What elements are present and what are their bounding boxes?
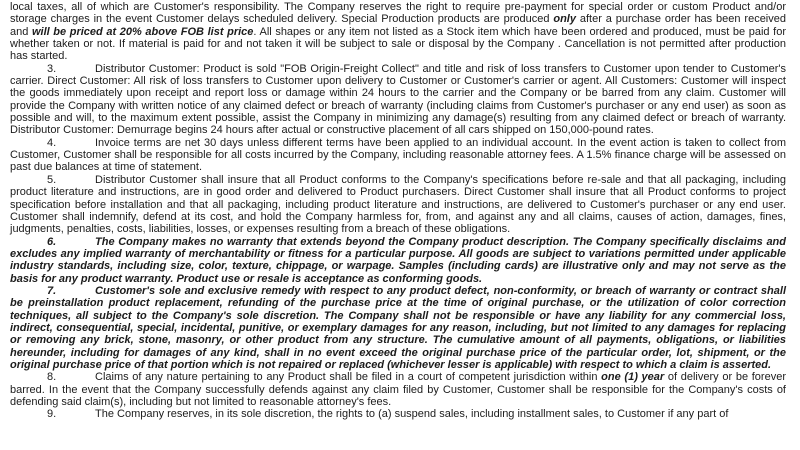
text-run: local taxes, all of which are Customer's responsibility. The Company reserves the right to require pre-payment for special order or custom Product and/or storage charges in the event Customer delays scheduled delivery. Special Production products are produced [10, 1, 786, 26]
text-run: . All shapes or any item not listed as a Stock item which have been ordered and produced, must be paid for whether taken or not. If material is paid for and not taken it will be subject to sale or disposal by the Company . Cancellation is not permitted after production has started. [10, 25, 787, 63]
paragraph [10, 63, 786, 137]
paragraph-number: 3. [47, 62, 57, 75]
paragraph-number: 5. [47, 173, 57, 186]
text-run: Claims of any nature pertaining to any Product shall be filed in a court of competent jurisdiction within [95, 371, 602, 384]
text-run: of delivery or be forever barred. In the event that the Company successfully defends against any claim filed by Customer, Customer shall be responsible for the Company's costs of defending said claim(s), including but not limited to reasonable attorney's fees. [10, 371, 786, 408]
paragraph-number: 4. [47, 136, 57, 149]
paragraph [10, 174, 786, 236]
paragraph [10, 408, 786, 420]
paragraph [10, 137, 786, 174]
text-run: Invoice terms are net 30 days unless different terms have been applied to an individual account. In the event action is taken to collect from Customer, Customer shall be responsible for all costs incurred by the Company, including reasonable attorney fees. A 1.5% finance charge will be assessed on past due balances at time of statement. [10, 136, 786, 174]
paragraph-number: 8. [47, 371, 57, 384]
text-run: Distributor Customer: Product is sold "FOB Origin-Freight Collect" and title and risk of loss transfers to Customer upon tender to Customer's carrier. Direct Customer: All risk of loss transfers to Customer upon delivery to Customer or Customer's carrier or agent. All Customers: Customer will inspect the goods immediately upon receipt and report loss or damage within 24 hours to the carrier and the Company or be barred from any claim. Customer will provide the Company with written notice of any claimed defect or breach of warranty (including claims from Customer's purchaser or any end user) as soon as possible and will, to the maximum extent possible, assist the Company in minimizing any damage(s) resulting from any claimed defect or breach of warranty. Distributor Customer: Demurrage begins 24 hours after actual or constructive placement of all cars shipped on 150,000-pound rates. [10, 62, 786, 137]
paragraph-number: 6. [47, 235, 57, 248]
text-run: The Company makes no warranty that extends beyond the Company product description. The Company specifically disclaims and excludes any implied warranty of merchantability or fitness for a particular purpose. All goods are subject to variations permitted under applicable industry standards, including size, color, texture, chippage, or warpage. Samples (including cards) are illustrative only and may not serve as the basis for any product warranty. Product use or resale is acceptance as conforming goods. [10, 235, 786, 285]
paragraph-number: 7. [47, 284, 57, 297]
text-run: Customer's sole and exclusive remedy with respect to any product defect, non-conformity, or breach of warranty or contract shall be preinstallation product replacement, refunding of the purchase price at the time of original purchase, or the utilization of color correction techniques, all subject to the Company's sole discretion. The Company shall not be responsible or have any liability for any commercial loss, indirect, consequential, special, incidental, punitive, or exemplary damages for any reason, including, but not limited to any damages for replacing or removing any brick, stone, masonry, or other product from any structure. The cumulative amount of all payments, obligations, or liabilities hereunder, including for damages of any kind, shall in no event exceed the original purchase price of the particular order, lot, shipment, or the original purchase price of that portion which is not repaired or replaced (whichever lesser is applicable) with respect to which a claim is asserted. [10, 284, 786, 371]
emphasized-text-run: will be priced at 20% above FOB list price [31, 25, 254, 38]
text-run: Distributor Customer shall insure that all Product conforms to the Company's specifications before re-sale and that all packaging, including product literature and instructions, are in good order and delivered to Product purchasers. Direct Customer shall insure that all Product conforms to project specification before installation and that all packaging, including product literature and instructions, are delivered to Customer's purchaser or any end user. Customer shall indemnify, defend at its cost, and hold the Company harmless for, from, and against any and all claims, causes of action, damages, fines, judgments, penalties, costs, liabilities, losses, or expenses resulting from a breach of these obligations. [10, 173, 786, 236]
paragraph [10, 285, 786, 371]
paragraph [10, 371, 786, 408]
text-run: after a purchase order has been received and [10, 13, 786, 38]
emphasized-text-run: only [553, 13, 576, 26]
text-run: The Company reserves, in its sole discretion, the rights to (a) suspend sales, including installment sales, to Customer if any part of [95, 408, 729, 421]
paragraph [10, 1, 786, 63]
paragraph-number: 9. [47, 408, 57, 421]
paragraph [10, 236, 786, 285]
emphasized-text-run: one (1) year [601, 371, 665, 384]
